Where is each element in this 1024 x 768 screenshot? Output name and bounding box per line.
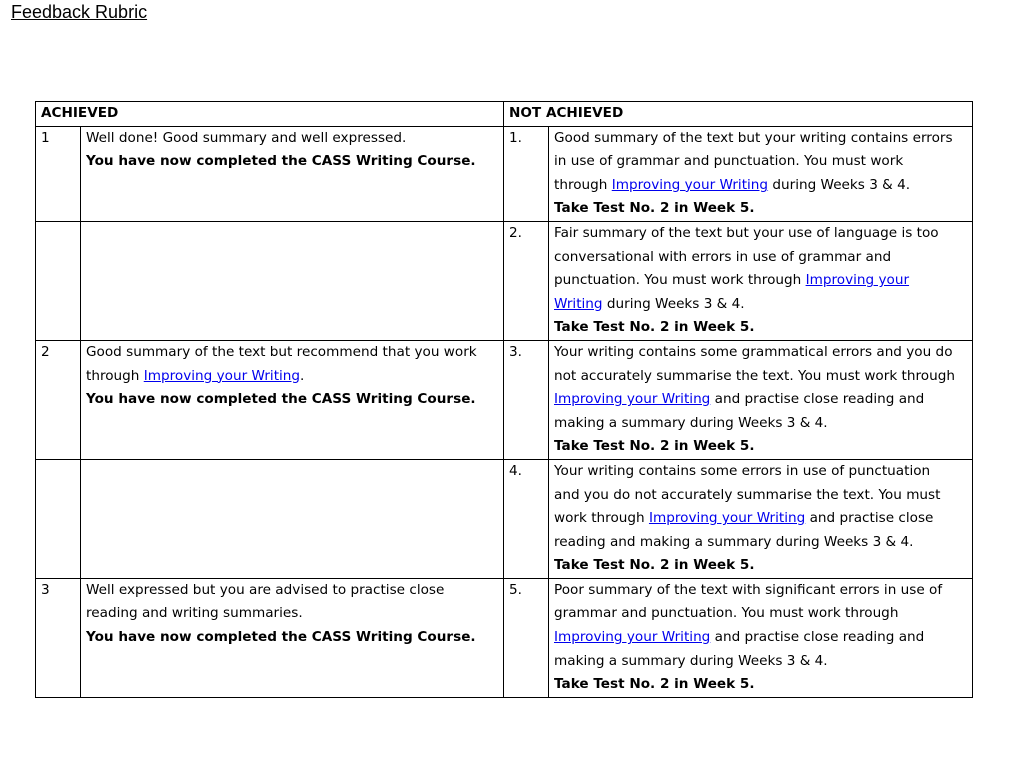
- feedback-text: during Weeks 3 & 4.: [602, 295, 745, 312]
- feedback-text-line: [554, 293, 967, 317]
- completion-note: You have now completed the CASS Writing Course.: [86, 153, 476, 170]
- achieved-feedback: [81, 221, 504, 340]
- not-achieved-number: 3.: [504, 340, 549, 459]
- improving-your-writing-link[interactable]: Improving your Writing: [648, 510, 806, 527]
- improving-your-writing-link[interactable]: Improving your: [805, 272, 910, 289]
- achieved-feedback: [81, 340, 504, 459]
- feedback-text-line: [554, 269, 967, 293]
- not-achieved-number: 1.: [504, 126, 549, 221]
- not-achieved-number: 5.: [504, 578, 549, 697]
- achieved-feedback: [81, 459, 504, 578]
- not-achieved-feedback: [549, 578, 973, 697]
- completion-note: You have now completed the CASS Writing Course.: [86, 629, 476, 646]
- feedback-text: and practise close: [805, 510, 934, 527]
- feedback-text: .: [300, 367, 305, 384]
- improving-your-writing-link[interactable]: Improving your Writing: [554, 391, 711, 408]
- feedback-text: Well done! Good summary and well expressed.: [86, 129, 407, 146]
- feedback-text: and practise close reading and: [710, 629, 925, 646]
- feedback-text-line: [554, 507, 967, 531]
- feedback-text: reading and making a summary during Weeks 3 & 4.: [554, 533, 914, 550]
- header-not-achieved: NOT ACHIEVED: [504, 102, 973, 127]
- test-instruction: Take Test No. 2 in Week 5.: [554, 438, 755, 455]
- feedback-text: Fair summary of the text but your use of language is too: [554, 224, 939, 241]
- feedback-text: not accurately summarise the text. You must work through: [554, 367, 955, 384]
- not-achieved-feedback: [549, 340, 973, 459]
- table-row: [36, 221, 973, 340]
- improving-your-writing-link[interactable]: Improving your Writing: [554, 629, 711, 646]
- achieved-number: 3: [36, 578, 81, 697]
- test-instruction: Take Test No. 2 in Week 5.: [554, 676, 755, 693]
- feedback-text: punctuation. You must work through: [554, 272, 806, 289]
- improving-your-writing-link[interactable]: Improving your Writing: [143, 367, 301, 384]
- table-row: [36, 126, 973, 221]
- feedback-text-line: [86, 365, 498, 389]
- achieved-number: 1: [36, 126, 81, 221]
- not-achieved-feedback: [549, 459, 973, 578]
- feedback-text-line: [554, 388, 967, 412]
- test-instruction: Take Test No. 2 in Week 5.: [554, 557, 755, 574]
- test-instruction: Take Test No. 2 in Week 5.: [554, 200, 755, 217]
- improving-your-writing-link[interactable]: Improving your Writing: [611, 176, 769, 193]
- header-achieved: ACHIEVED: [36, 102, 504, 127]
- feedback-text: and practise close reading and: [710, 391, 925, 408]
- achieved-number: 2: [36, 340, 81, 459]
- test-instruction: Take Test No. 2 in Week 5.: [554, 319, 755, 336]
- table-row: [36, 578, 973, 697]
- feedback-text: Good summary of the text but recommend that you work: [86, 343, 477, 360]
- feedback-text: Your writing contains some errors in use of punctuation: [554, 462, 931, 479]
- feedback-text: during Weeks 3 & 4.: [768, 176, 911, 193]
- table-row: [36, 459, 973, 578]
- feedback-text: in use of grammar and punctuation. You must work: [554, 153, 904, 170]
- achieved-number: [36, 459, 81, 578]
- feedback-text-line: [554, 626, 967, 650]
- completion-note: You have now completed the CASS Writing Course.: [86, 391, 476, 408]
- feedback-text: through: [554, 176, 612, 193]
- feedback-rubric-table: [35, 101, 973, 698]
- achieved-feedback: [81, 578, 504, 697]
- feedback-text: work through: [554, 510, 649, 527]
- achieved-feedback: [81, 126, 504, 221]
- feedback-text: Good summary of the text but your writing contains errors: [554, 129, 953, 146]
- feedback-text: Your writing contains some grammatical errors and you do: [554, 343, 953, 360]
- feedback-text: reading and writing summaries.: [86, 605, 303, 622]
- feedback-text: conversational with errors in use of grammar and: [554, 248, 892, 265]
- not-achieved-number: 4.: [504, 459, 549, 578]
- feedback-text: making a summary during Weeks 3 & 4.: [554, 414, 828, 431]
- not-achieved-feedback: [549, 126, 973, 221]
- feedback-text-line: [554, 174, 967, 198]
- not-achieved-number: 2.: [504, 221, 549, 340]
- achieved-number: [36, 221, 81, 340]
- feedback-text: Well expressed but you are advised to practise close: [86, 581, 445, 598]
- feedback-text: Poor summary of the text with significant errors in use of: [554, 581, 943, 598]
- feedback-text: through: [86, 367, 144, 384]
- feedback-text: making a summary during Weeks 3 & 4.: [554, 652, 828, 669]
- feedback-text: grammar and punctuation. You must work through: [554, 605, 899, 622]
- feedback-text: and you do not accurately summarise the text. You must: [554, 486, 941, 503]
- improving-your-writing-link[interactable]: Writing: [554, 295, 603, 312]
- page-title: Feedback Rubric: [11, 2, 148, 22]
- table-header-row: [36, 102, 973, 127]
- table-row: [36, 340, 973, 459]
- not-achieved-feedback: [549, 221, 973, 340]
